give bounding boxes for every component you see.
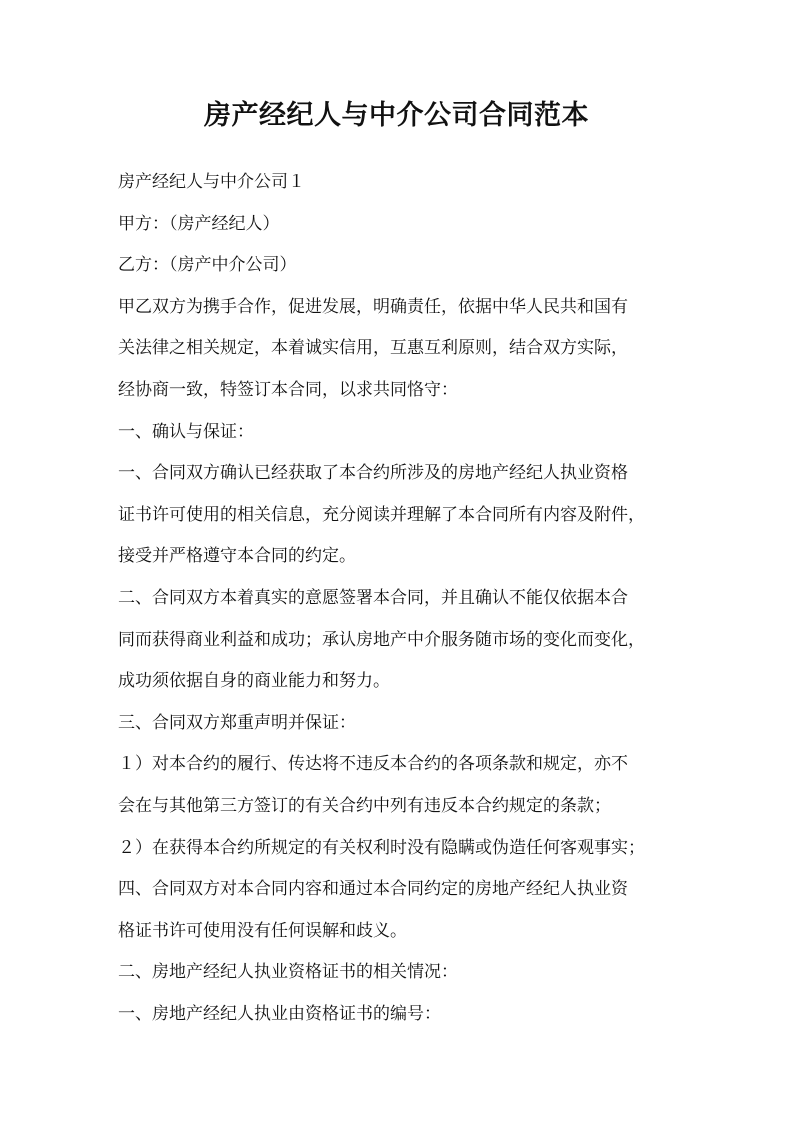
paragraph-line: 二、房地产经纪人执业资格证书的相关情况：	[118, 962, 458, 983]
paragraph-line: 同而获得商业利益和成功；承认房地产中介服务随市场的变化而变化，	[118, 629, 645, 650]
paragraph-line: 房产经纪人与中介公司１	[118, 172, 305, 192]
paragraph-line: 二、合同双方本着真实的意愿签署本合同，并且确认不能仅依据本合	[118, 587, 628, 608]
paragraph-line: 甲乙双方为携手合作，促进发展，明确责任，依据中华人民共和国有	[118, 296, 628, 317]
paragraph-line: 一、合同双方确认已经获取了本合约所涉及的房地产经纪人执业资格	[118, 463, 628, 484]
document-title: 房产经纪人与中介公司合同范本	[204, 100, 589, 131]
paragraph-line: 一、确认与保证：	[118, 421, 254, 442]
paragraph-line: 乙方：（房产中介公司）	[118, 255, 297, 276]
paragraph-line: 三、合同双方郑重声明并保证：	[118, 712, 356, 733]
document-body	[118, 162, 690, 1035]
paragraph-line: 证书许可使用的相关信息，充分阅读并理解了本合同所有内容及附件，	[118, 504, 645, 525]
paragraph-line: ２）在获得本合约所规定的有关权利时没有隐瞒或伪造任何客观事实；	[118, 837, 645, 858]
paragraph-line: 四、合同双方对本合同内容和通过本合同约定的房地产经纪人执业资	[118, 879, 628, 900]
paragraph-line: 经协商一致，特签订本合同，以求共同恪守：	[118, 379, 458, 400]
paragraph-line: １）对本合约的履行、传达将不违反本合约的各项条款和规定，亦不	[118, 754, 628, 775]
paragraph-line: 一、房地产经纪人执业由资格证书的编号：	[118, 1003, 441, 1024]
paragraph-line: 会在与其他第三方签订的有关合约中列有违反本合约规定的条款；	[118, 795, 611, 816]
paragraph-line: 关法律之相关规定，本着诚实信用，互惠互利原则，结合双方实际，	[118, 338, 628, 359]
paragraph-line: 格证书许可使用没有任何误解和歧义。	[118, 920, 407, 941]
paragraph-line: 甲方：（房产经纪人）	[118, 213, 280, 234]
paragraph-line: 接受并严格遵守本合同的约定。	[118, 546, 356, 567]
paragraph-line: 成功须依据自身的商业能力和努力。	[118, 671, 390, 692]
